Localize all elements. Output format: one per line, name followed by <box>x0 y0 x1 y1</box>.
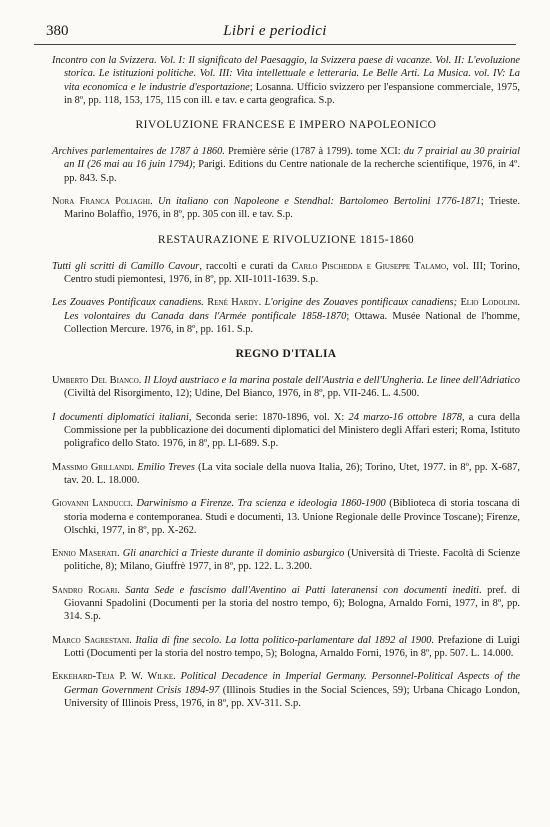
bibliography-entry: Tutti gli scritti di Camillo Cavour, raccolti e curati da Carlo Pischedda e Giuseppe Talamo, vol. III; Torino, Centro studi piemontesi, 1976, in 8º, pp. XII-1011-1639. S.p. <box>52 260 520 285</box>
header-rule <box>34 44 516 45</box>
bibliography-entry: Nora Franca Poliaghi. Un italiano con Napoleone e Stendhal: Bartolomeo Bertolini 1776-1871; Trieste. Marino Bolaffio, 1976, in 8º, pp. 305 con ill. e tav. S.p. <box>52 196 520 221</box>
section-heading: REGNO D'ITALIA <box>235 348 337 361</box>
bibliography-entry: Archives parlementaires de 1787 à 1860. Première série (1787 à 1799). tome XCI: du 7 prairial au 30 prairial an II (26 mai au 16 juin 1794); Parigi. Editions du Centre nationale de la recherche scientifique, 1976, in 4º. pp. 843. S.p. <box>52 146 520 184</box>
bibliography-entry: Sandro Rogari. Santa Sede e fascismo dall'Aventino ai Patti lateranensi con documenti inediti. pref. di Giovanni Spadolini (Documenti per la storia del nostro tempo, 6); Bologna, Arnaldo Forni, 1977, in 8º, pp. 314. S.p. <box>52 584 520 623</box>
running-title: Libri e periodici <box>223 23 327 39</box>
bibliography-entry: Les Zouaves Pontificaux canadiens. René Hardy. L'origine des Zouaves pontificaux canadiens; Elio Lodolini. Les volontaires du Canada dans l'Armée pontificale 1858-1870; Ottawa. Musée National de l'homme, Collection Mercure. 1976, in 8º, pp. 161. S.p. <box>52 297 520 335</box>
bibliography-list <box>52 54 520 720</box>
bibliography-entry: Incontro con la Svizzera. Vol. I: Il significato del Paesaggio, la Svizzera paese di vacanze. Vol. II: L'evoluzione storica. Le istituzioni politiche. Vol. III: Vita intellettuale e letteraria. Le Belle Arti. La Musica. vol. IV: La vita economica e le industrie d'esportazione; Losanna. Ufficio svizzero per l'espansione commerciale, 1975, in 8º, pp. 118, 153, 175, 115 con ill. e tav. e carta geografica. S.p. <box>52 55 520 106</box>
section-heading: RESTAURAZIONE E RIVOLUZIONE 1815-1860 <box>157 233 415 246</box>
bibliography-entry: Ennio Maserati. Gli anarchici a Trieste durante il dominio asburgico (Università di Trieste. Facoltà di Scienze politiche, 8); Milano, Giuffrè 1977, in 8º, pp. 122. L. 3.200. <box>52 548 520 573</box>
section-heading: RIVOLUZIONE FRANCESE E IMPERO NAPOLEONICO <box>135 119 437 132</box>
bibliography-entry: Marco Sagrestani. Italia di fine secolo. La lotta politico-parlamentare dal 1892 al 1900. Prefazione di Luigi Lotti (Documenti per la storia del nostro tempo, 5); Bologna, Arnaldo Forni, 1976, in 8º, pp. 507. L. 14.000. <box>52 634 520 659</box>
bibliography-entry: Ekkehard-Teja P. W. Wilke. Political Decadence in Imperial Germany. Personnel-Political Aspects of the German Government Crisis 1894-97 (Illinois Studies in the Social Sciences, 59); Urbana Chicago London, University of Illinois Press, 1976, in 8º, pp. XV-311. S.p. <box>52 671 520 709</box>
bibliography-entry: Giovanni Landucci. Darwinismo a Firenze. Tra scienza e ideologia 1860-1900 (Biblioteca di storia toscana di storia moderna e contemporanea. Studi e documenti, 13. Unione Regionale delle Province Toscane); Firenze, Olschki, 1977, in 8º, pp. X-262. <box>52 498 520 536</box>
bibliography-entry: Massimo Grillandi. Emilio Treves (La vita sociale della nuova Italia, 26); Torino, Utet, 1977. in 8º, pp. X-687, tav. 20. L. 18.000. <box>52 461 520 486</box>
page-number: 380 <box>46 23 69 39</box>
bibliography-entry: Umberto Del Bianco. Il Lloyd austriaco e la marina postale dell'Austria e dell'Ungheria. Le linee dell'Adriatico (Civiltà del Risorgimento, 12); Udine, Del Bianco, 1976, in 8º, pp. VII-246. L. 4.500. <box>52 375 520 400</box>
page-header <box>34 23 516 43</box>
bibliography-entry: I documenti diplomatici italiani, Seconda serie: 1870-1896, vol. X: 24 marzo-16 ottobre 1878, a cura della Commissione per la pubblicazione dei documenti diplomatici del Ministero degli Affari esteri; Roma, Istituto poligrafico dello Stato. 1976, in 8º, pp. LI-689. S.p. <box>52 411 520 450</box>
